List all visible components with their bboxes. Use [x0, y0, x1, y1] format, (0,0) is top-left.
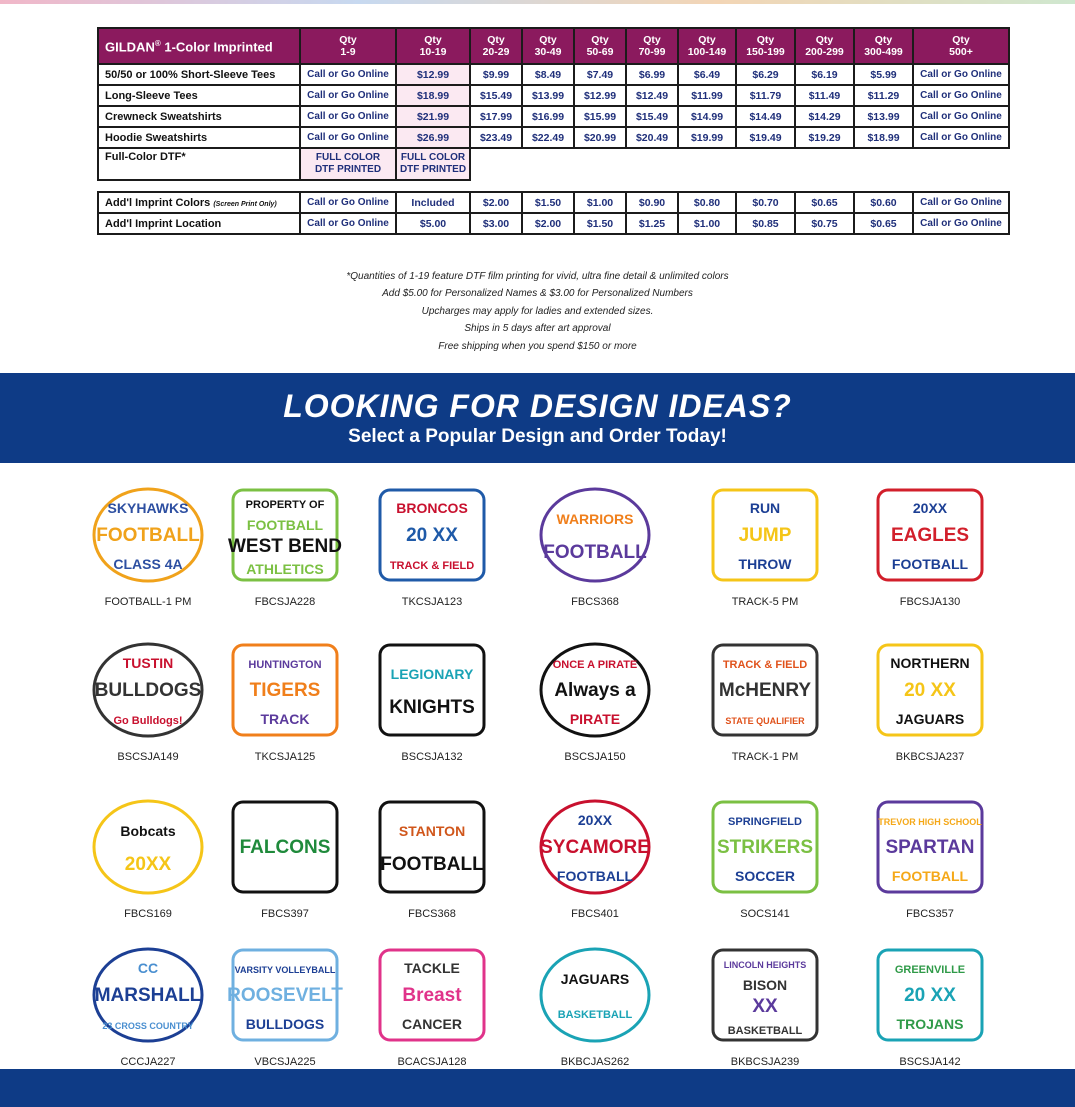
design-card[interactable]	[520, 792, 670, 920]
design-code: FBCSJA228	[254, 596, 316, 608]
artwork-text: JAGUARS	[560, 971, 630, 987]
price-cell: $13.99	[522, 85, 574, 106]
artwork-text: 20 XX	[406, 525, 458, 546]
price-cell: $1.50	[522, 192, 574, 213]
artwork-text: Go Bulldogs!	[113, 715, 183, 727]
qty-label: Qty	[698, 34, 716, 46]
call-online-cell[interactable]: Call or Go Online	[913, 85, 1009, 106]
qty-range: 300-499	[864, 46, 903, 58]
price-cell: $26.99	[396, 127, 470, 148]
price-cell: $1.00	[678, 213, 736, 234]
artwork-text: JAGUARS	[895, 711, 965, 727]
design-artwork	[88, 480, 208, 590]
design-card[interactable]	[73, 940, 223, 1068]
price-cell: $21.99	[396, 106, 470, 127]
design-code: CCCJA227	[120, 1056, 176, 1068]
qty-header	[574, 28, 626, 64]
artwork-text: STATE QUALIFIER	[725, 716, 805, 726]
row-label-note: (Screen Print Only)	[213, 200, 277, 208]
design-artwork	[225, 480, 345, 590]
qty-header	[678, 28, 736, 64]
dtf-cell	[396, 148, 470, 180]
artwork-text: McHENRY	[718, 680, 812, 701]
design-card[interactable]	[210, 480, 360, 608]
price-cell: $18.99	[396, 85, 470, 106]
design-card[interactable]	[210, 635, 360, 763]
artwork-text: KNIGHTS	[389, 697, 475, 718]
price-cell: $14.49	[736, 106, 795, 127]
qty-range: 500+	[949, 46, 973, 58]
qty-range: 20-29	[482, 46, 510, 58]
price-cell: $17.99	[470, 106, 522, 127]
design-artwork	[88, 792, 208, 902]
qty-label: Qty	[874, 34, 893, 46]
price-cell: $11.29	[854, 85, 913, 106]
table-title	[98, 28, 300, 64]
design-card[interactable]	[210, 940, 360, 1068]
design-artwork	[88, 635, 208, 745]
artwork-text: FOOTBALL	[891, 868, 969, 884]
design-code: BKBCJAS262	[560, 1056, 630, 1068]
price-cell: $14.29	[795, 106, 854, 127]
design-card[interactable]	[357, 480, 507, 608]
dtf-row	[98, 148, 1009, 180]
price-cell: $19.49	[736, 127, 795, 148]
design-artwork	[372, 792, 492, 902]
price-row	[98, 85, 1009, 106]
note-line: Upcharges may apply for ladies and extended sizes.	[421, 305, 654, 317]
design-artwork	[870, 792, 990, 902]
qty-label: Qty	[591, 34, 609, 46]
call-online-cell[interactable]: Call or Go Online	[913, 192, 1009, 213]
artwork-text: 20XX	[124, 854, 172, 875]
design-code: FBCSJA130	[899, 596, 961, 608]
price-cell: Included	[396, 192, 470, 213]
design-code: BSCSJA150	[564, 751, 626, 763]
artwork-text: WARRIORS	[556, 511, 634, 527]
price-cell: $1.00	[574, 192, 626, 213]
pricing-notes	[0, 268, 1075, 355]
artwork-text: TACKLE	[404, 960, 460, 976]
design-card[interactable]	[520, 635, 670, 763]
price-cell: $6.49	[678, 64, 736, 85]
dtf-line: FULL COLOR	[400, 152, 466, 163]
artwork-text: ATHLETICS	[246, 561, 324, 577]
design-artwork	[535, 940, 655, 1050]
design-card[interactable]	[73, 792, 223, 920]
design-card[interactable]	[520, 940, 670, 1068]
design-card[interactable]	[690, 635, 840, 763]
design-card[interactable]	[357, 635, 507, 763]
artwork-text: 20XX	[577, 812, 613, 828]
artwork-text: TUSTIN	[122, 655, 174, 671]
design-code: SOCS141	[740, 908, 790, 920]
artwork-text: BULLDOGS	[245, 1016, 325, 1032]
artwork-text: FOOTBALL	[380, 854, 484, 875]
qty-header	[396, 28, 470, 64]
artwork-text: JUMP	[738, 525, 792, 546]
artwork-text: 20XX	[912, 500, 948, 516]
design-code: TRACK-1 PM	[731, 751, 799, 763]
row-label: Full-Color DTF*	[98, 148, 300, 180]
artwork-frame	[541, 949, 649, 1041]
design-code: BKBCSJA239	[730, 1056, 800, 1068]
artwork-text: HUNTINGTON	[248, 659, 322, 671]
artwork-text: STRIKERS	[716, 837, 814, 858]
design-code: BKBCSJA237	[895, 751, 965, 763]
row-label-text: Add'l Imprint Location	[105, 217, 222, 230]
dtf-cell	[300, 148, 396, 180]
artwork-text: STANTON	[398, 823, 466, 839]
design-code: BCACSJA128	[397, 1056, 467, 1068]
call-online-cell[interactable]: Call or Go Online	[300, 85, 396, 106]
price-cell: $19.99	[678, 127, 736, 148]
design-artwork	[705, 635, 825, 745]
price-cell: $0.65	[795, 192, 854, 213]
call-online-cell[interactable]: Call or Go Online	[913, 64, 1009, 85]
price-cell: $12.49	[626, 85, 678, 106]
design-card[interactable]	[520, 480, 670, 608]
artwork-text: Always a	[554, 680, 636, 701]
artwork-text: FOOTBALL	[543, 542, 647, 563]
price-cell: $15.49	[470, 85, 522, 106]
artwork-text: XX	[752, 996, 778, 1017]
top-color-stripe	[0, 0, 1075, 4]
price-cell: $2.00	[470, 192, 522, 213]
design-artwork	[372, 635, 492, 745]
artwork-text: ROOSEVELT	[227, 985, 343, 1006]
design-ideas-banner	[0, 373, 1075, 463]
price-cell: $0.85	[736, 213, 795, 234]
price-cell: $15.49	[626, 106, 678, 127]
price-row	[98, 106, 1009, 127]
call-online-cell[interactable]: Call or Go Online	[300, 192, 396, 213]
note-line: Free shipping when you spend $150 or more	[438, 340, 637, 352]
design-artwork	[372, 940, 492, 1050]
price-cell: $20.49	[626, 127, 678, 148]
design-artwork	[535, 792, 655, 902]
qty-label: Qty	[952, 34, 970, 46]
artwork-text: THROW	[738, 556, 792, 572]
artwork-text: FOOTBALL	[556, 868, 634, 884]
design-card[interactable]	[690, 940, 840, 1068]
row-label-text: Add'l Imprint Colors	[105, 196, 214, 209]
artwork-text: FALCONS	[239, 837, 331, 858]
price-cell: $16.99	[522, 106, 574, 127]
qty-label: Qty	[487, 34, 505, 46]
price-cell: $23.49	[470, 127, 522, 148]
spacer	[98, 180, 1009, 192]
artwork-text: PROPERTY OF	[245, 499, 325, 511]
design-artwork	[870, 480, 990, 590]
price-cell: $22.49	[522, 127, 574, 148]
artwork-text: RUN	[749, 500, 781, 516]
registered-mark: ®	[154, 39, 161, 49]
note-line: Add $5.00 for Personalized Names & $3.00 for Personalized Numbers	[382, 288, 693, 300]
artwork-text: TIGERS	[249, 680, 321, 701]
price-row	[98, 127, 1009, 148]
price-cell: $18.99	[854, 127, 913, 148]
qty-label: Qty	[424, 34, 442, 46]
design-card[interactable]	[73, 480, 223, 608]
design-code: TRACK-5 PM	[731, 596, 799, 608]
design-code: TKCSJA125	[254, 751, 316, 763]
design-artwork	[372, 480, 492, 590]
header-row	[98, 28, 1009, 64]
artwork-text: CANCER	[402, 1016, 462, 1032]
design-code: BSCSJA142	[899, 1056, 961, 1068]
row-label	[98, 213, 300, 234]
artwork-text: EAGLES	[890, 525, 970, 546]
qty-label: Qty	[756, 34, 775, 46]
artwork-text: GREENVILLE	[894, 964, 966, 976]
design-card[interactable]	[855, 940, 1005, 1068]
row-label: Long-Sleeve Tees	[98, 85, 300, 106]
price-cell: $0.60	[854, 192, 913, 213]
artwork-text: MARSHALL	[94, 985, 202, 1006]
call-online-cell[interactable]: Call or Go Online	[300, 64, 396, 85]
qty-range: 150-199	[746, 46, 785, 58]
spacer-row	[98, 180, 1009, 192]
call-online-cell[interactable]: Call or Go Online	[913, 213, 1009, 234]
price-cell: $20.99	[574, 127, 626, 148]
brand-name: GILDAN	[105, 39, 155, 55]
price-cell: $11.99	[678, 85, 736, 106]
artwork-text: 20 XX	[904, 985, 956, 1006]
price-cell: $8.49	[522, 64, 574, 85]
artwork-frame	[380, 645, 484, 735]
call-online-cell[interactable]: Call or Go Online	[913, 127, 1009, 148]
call-online-cell[interactable]: Call or Go Online	[300, 213, 396, 234]
artwork-text: FOOTBALL	[96, 525, 200, 546]
artwork-text: FOOTBALL	[891, 556, 969, 572]
price-cell: $0.75	[795, 213, 854, 234]
design-artwork	[870, 940, 990, 1050]
design-artwork	[225, 940, 345, 1050]
price-cell: $11.49	[795, 85, 854, 106]
qty-header	[736, 28, 795, 64]
qty-range: 70-99	[638, 46, 666, 58]
artwork-text: SKYHAWKS	[107, 500, 189, 516]
price-cell: $5.00	[396, 213, 470, 234]
design-artwork	[535, 635, 655, 745]
design-artwork	[870, 635, 990, 745]
qty-header	[854, 28, 913, 64]
note-line: *Quantities of 1-19 feature DTF film printing for vivid, ultra fine detail & unlimited colors	[346, 271, 729, 282]
price-cell: $7.49	[574, 64, 626, 85]
note-line: Ships in 5 days after art approval	[464, 323, 611, 335]
design-code: FBCS368	[571, 596, 619, 608]
design-artwork	[225, 635, 345, 745]
row-label: Hoodie Sweatshirts	[98, 127, 300, 148]
design-card[interactable]	[73, 635, 223, 763]
artwork-text: BRONCOS	[396, 500, 468, 516]
artwork-text: LINCOLN HEIGHTS	[723, 960, 807, 970]
price-cell: $13.99	[854, 106, 913, 127]
artwork-text: TREVOR HIGH SCHOOL	[878, 817, 982, 827]
addl-row	[98, 213, 1009, 234]
price-cell: $15.99	[574, 106, 626, 127]
design-code: FOOTBALL-1 PM	[104, 596, 192, 608]
artwork-text: BULLDOGS	[94, 680, 202, 701]
price-cell: $19.29	[795, 127, 854, 148]
design-artwork	[88, 940, 208, 1050]
design-artwork	[705, 480, 825, 590]
row-label: 50/50 or 100% Short-Sleeve Tees	[98, 64, 300, 85]
design-card[interactable]	[855, 792, 1005, 920]
price-cell: $0.65	[854, 213, 913, 234]
dtf-line: DTF PRINTED	[399, 164, 467, 175]
price-cell: $6.29	[736, 64, 795, 85]
qty-range: 50-69	[586, 46, 614, 58]
banner-subtitle: Select a Popular Design and Order Today!	[348, 426, 727, 447]
artwork-text: TROJANS	[896, 1016, 964, 1032]
qty-header	[522, 28, 574, 64]
artwork-text: VARSITY VOLLEYBALL	[234, 965, 336, 975]
artwork-frame	[541, 489, 649, 581]
artwork-text: BASKETBALL	[727, 1025, 803, 1037]
qty-range: 1-9	[340, 46, 356, 58]
call-online-cell[interactable]: Call or Go Online	[300, 106, 396, 127]
artwork-text: FOOTBALL	[246, 517, 324, 533]
call-online-cell[interactable]: Call or Go Online	[300, 127, 396, 148]
design-card[interactable]	[690, 480, 840, 608]
pricing-table	[97, 27, 1010, 235]
design-code: FBCS397	[261, 908, 309, 920]
design-card[interactable]	[690, 792, 840, 920]
row-label: Crewneck Sweatshirts	[98, 106, 300, 127]
qty-label: Qty	[339, 34, 357, 46]
qty-range: 30-49	[534, 46, 562, 58]
price-cell: $1.25	[626, 213, 678, 234]
qty-header	[470, 28, 522, 64]
design-card[interactable]	[210, 792, 360, 920]
artwork-text: SPRINGFIELD	[728, 816, 802, 828]
artwork-text: NORTHERN	[890, 655, 970, 671]
design-code: BSCSJA149	[117, 751, 179, 763]
artwork-text: SYCAMORE	[540, 837, 650, 858]
call-online-cell[interactable]: Call or Go Online	[913, 106, 1009, 127]
qty-header	[300, 28, 396, 64]
artwork-text: SPARTAN	[885, 837, 975, 858]
qty-header	[795, 28, 854, 64]
price-cell: $11.79	[736, 85, 795, 106]
row-label	[98, 192, 300, 213]
qty-range: 100-149	[687, 46, 727, 58]
qty-header	[626, 28, 678, 64]
design-artwork	[535, 480, 655, 590]
price-cell: $2.00	[522, 213, 574, 234]
price-cell: $3.00	[470, 213, 522, 234]
design-code: TKCSJA123	[401, 596, 463, 608]
price-cell: $0.70	[736, 192, 795, 213]
price-cell: $6.99	[626, 64, 678, 85]
price-cell: $12.99	[574, 85, 626, 106]
footer-bar	[0, 1069, 1075, 1107]
design-card[interactable]	[855, 635, 1005, 763]
dtf-line: DTF PRINTED	[314, 164, 382, 175]
artwork-text: CLASS 4A	[113, 556, 183, 572]
artwork-text: 23 CROSS COUNTRY	[102, 1021, 194, 1031]
artwork-text: BASKETBALL	[557, 1009, 633, 1021]
design-code: FBCS368	[408, 908, 456, 920]
price-cell: $0.80	[678, 192, 736, 213]
blank-area	[470, 148, 1009, 180]
design-code: VBCSJA225	[254, 1056, 316, 1068]
design-code: FBCS401	[571, 908, 619, 920]
artwork-text: LEGIONARY	[390, 666, 474, 682]
price-cell: $0.90	[626, 192, 678, 213]
dtf-line: FULL COLOR	[315, 152, 381, 163]
artwork-text: TRACK & FIELD	[389, 560, 475, 572]
artwork-frame	[94, 801, 202, 893]
artwork-text: ONCE A PIRATE	[552, 659, 638, 671]
design-code: BSCSJA132	[401, 751, 463, 763]
price-cell: $9.99	[470, 64, 522, 85]
artwork-text: CC	[137, 960, 159, 976]
qty-header	[913, 28, 1009, 64]
design-artwork	[705, 940, 825, 1050]
design-card[interactable]	[357, 940, 507, 1068]
artwork-text: 20 XX	[904, 680, 956, 701]
qty-range: 200-299	[805, 46, 844, 58]
design-artwork	[705, 792, 825, 902]
artwork-text: Bobcats	[120, 823, 176, 839]
design-code: FBCS357	[906, 908, 954, 920]
artwork-text: BISON	[742, 977, 788, 993]
table-title-suffix: 1-Color Imprinted	[160, 39, 273, 55]
artwork-text: TRACK	[260, 711, 310, 727]
qty-range: 10-19	[419, 46, 447, 58]
qty-label: Qty	[539, 34, 557, 46]
artwork-frame	[380, 802, 484, 892]
price-cell: $5.99	[854, 64, 913, 85]
artwork-text: SOCCER	[735, 868, 795, 884]
price-cell: $6.19	[795, 64, 854, 85]
banner-title: LOOKING FOR DESIGN IDEAS?	[283, 388, 792, 424]
qty-label: Qty	[643, 34, 661, 46]
design-card[interactable]	[357, 792, 507, 920]
qty-label: Qty	[815, 34, 834, 46]
artwork-text: WEST BEND	[228, 536, 342, 557]
price-cell: $14.99	[678, 106, 736, 127]
price-cell: $12.99	[396, 64, 470, 85]
artwork-text: Breast	[402, 985, 462, 1006]
design-code: FBCS169	[124, 908, 172, 920]
design-card[interactable]	[855, 480, 1005, 608]
addl-row	[98, 192, 1009, 213]
price-cell: $1.50	[574, 213, 626, 234]
price-row	[98, 64, 1009, 85]
artwork-text: TRACK & FIELD	[722, 659, 808, 671]
design-artwork	[225, 792, 345, 902]
artwork-text: PIRATE	[569, 711, 621, 727]
